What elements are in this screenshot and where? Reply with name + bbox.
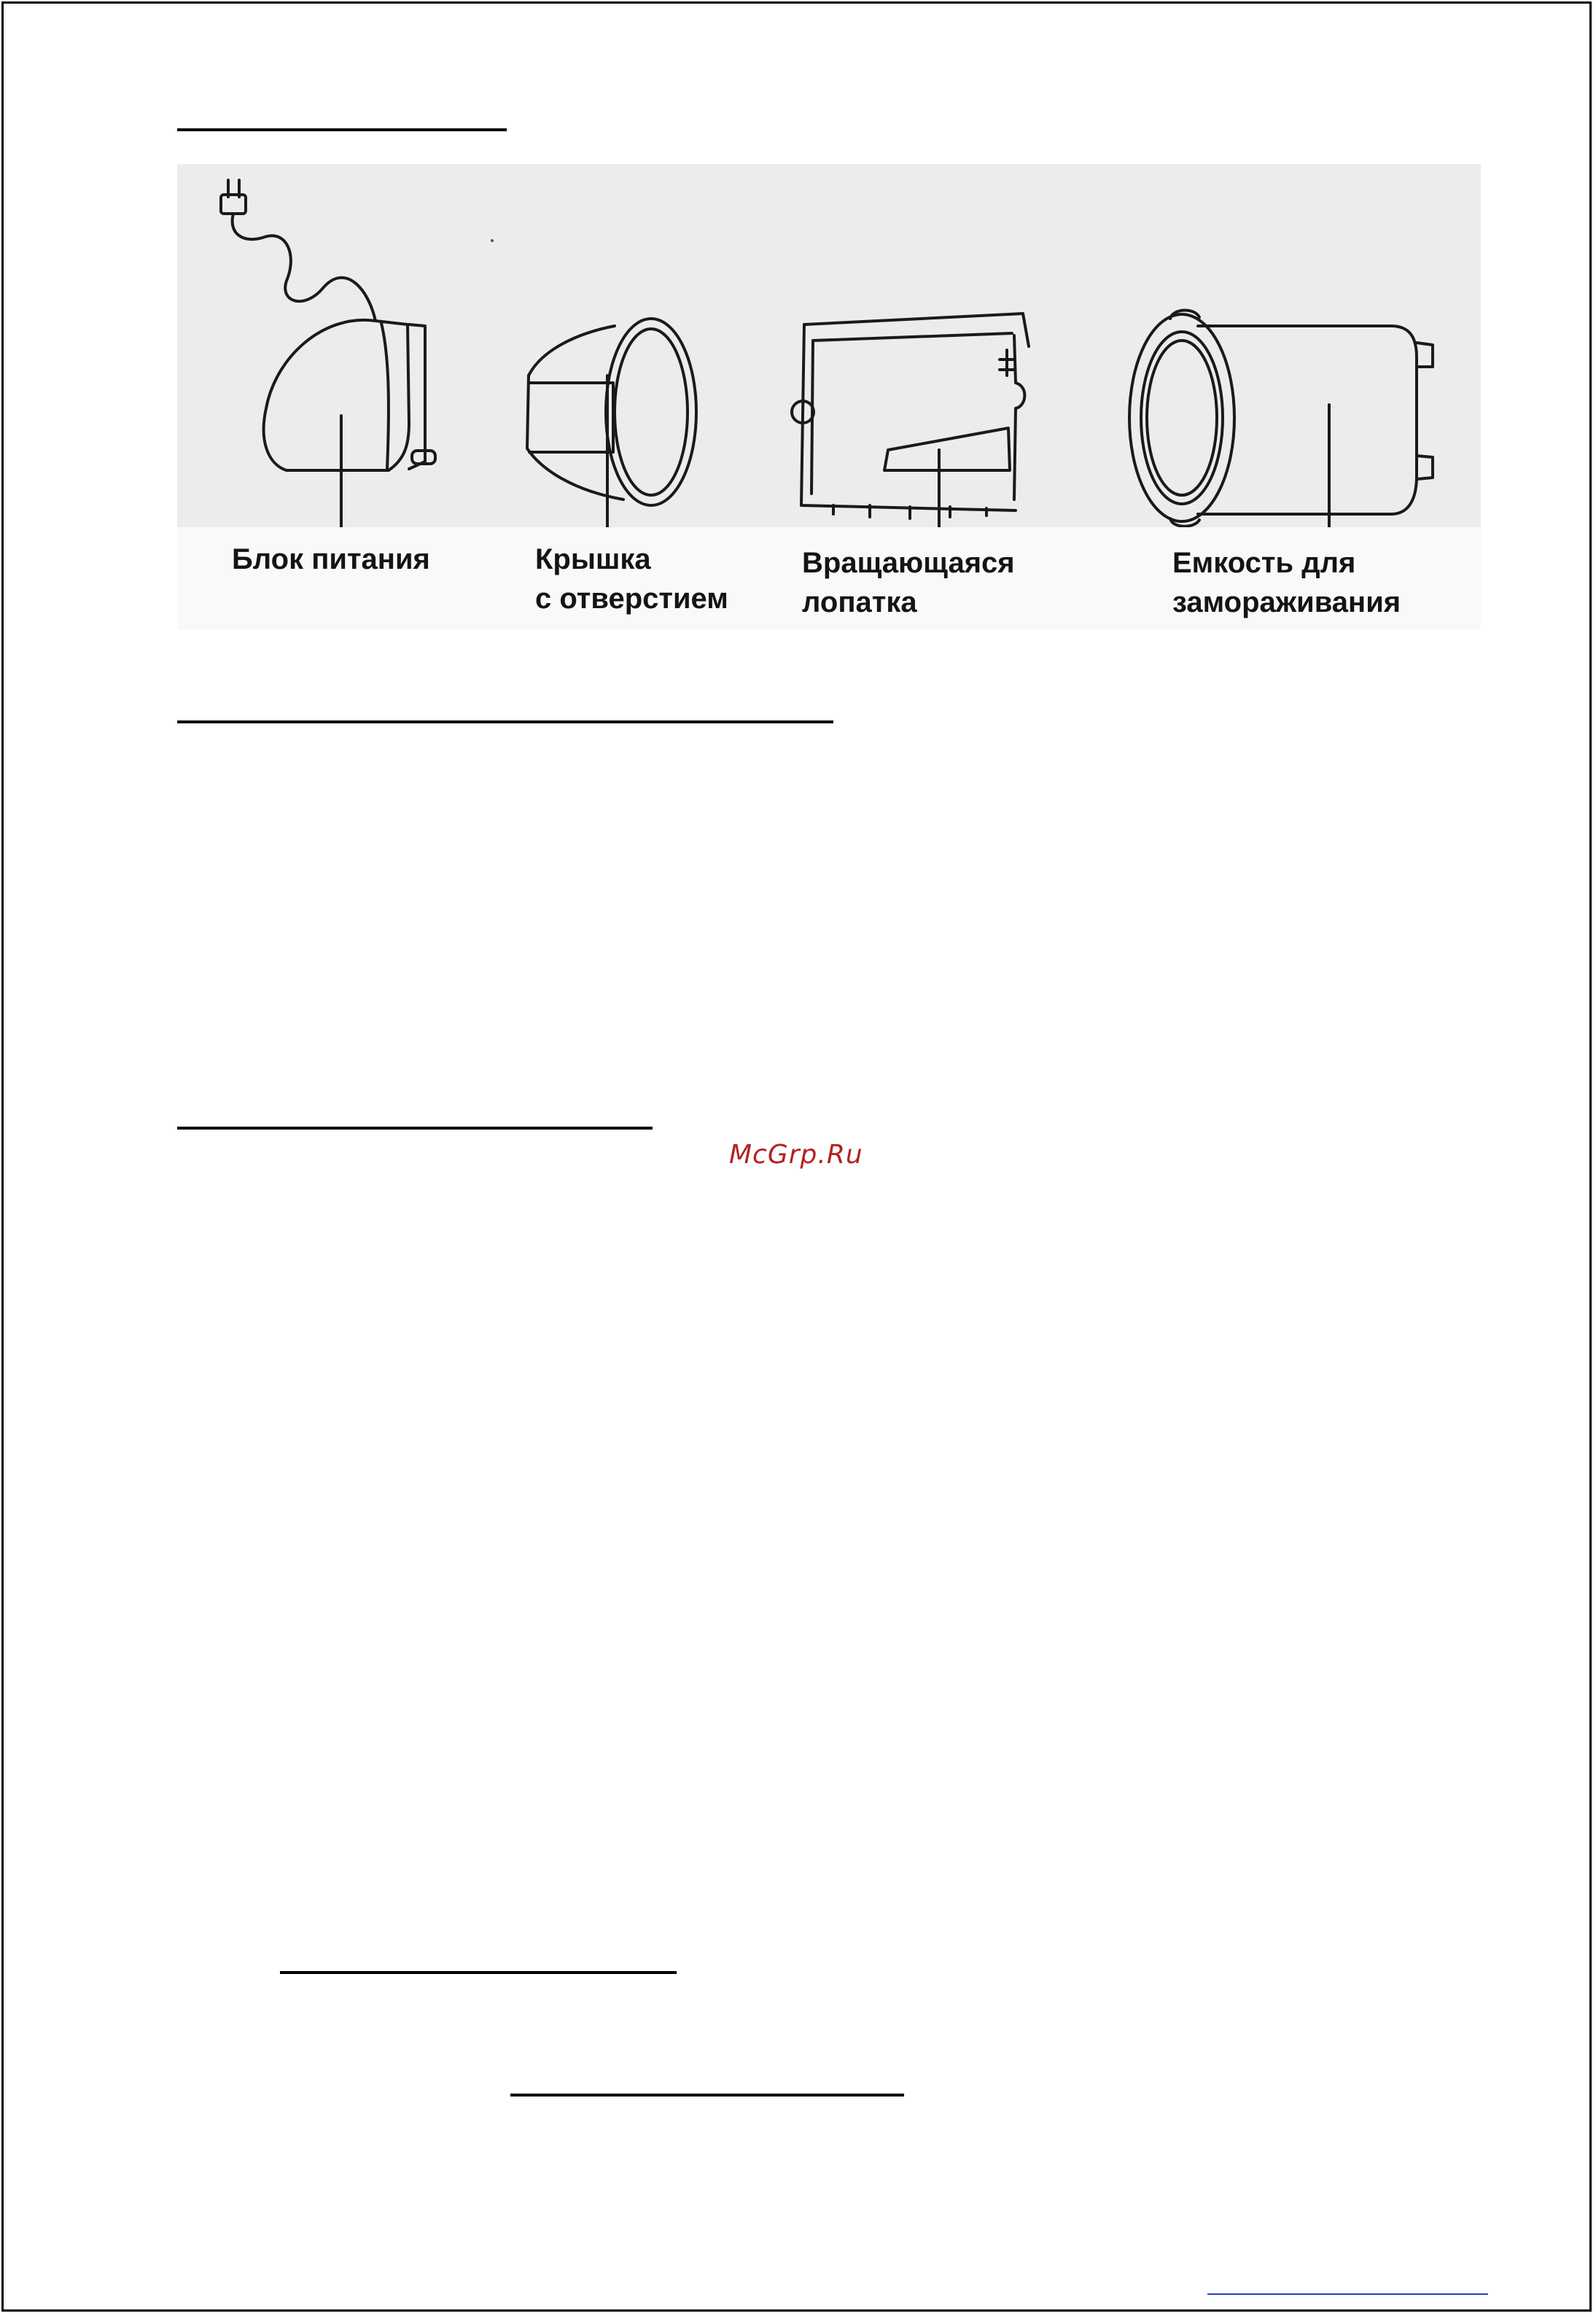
caption-lid [535, 540, 728, 618]
parts-illustration [177, 164, 1481, 527]
freezing-bowl-drawing [1129, 310, 1433, 527]
heading-rule-4 [280, 1971, 677, 1974]
footer-link-underline[interactable] [1207, 2293, 1488, 2295]
caption-lid-line1: Крышка [535, 543, 651, 575]
parts-figure [177, 164, 1481, 527]
paddle-drawing [792, 314, 1029, 527]
caption-paddle-line2: лопатка [802, 586, 917, 618]
caption-paddle-line1: Вращающаяся [802, 547, 1015, 579]
lid-drawing [527, 319, 696, 527]
caption-power-unit [232, 540, 430, 579]
caption-power-unit-line1: Блок питания [232, 543, 430, 575]
caption-lid-line2: с отверстием [535, 583, 728, 615]
caption-freezing-bowl-line1: Емкость для [1172, 547, 1356, 579]
power-unit-drawing [221, 180, 435, 527]
caption-freezing-bowl [1172, 543, 1401, 622]
heading-rule-2 [177, 720, 833, 723]
caption-paddle [802, 543, 1015, 622]
heading-rule-1 [177, 128, 507, 131]
watermark: McGrp.Ru [729, 1140, 863, 1170]
heading-rule-3 [177, 1127, 653, 1130]
caption-freezing-bowl-line2: замораживания [1172, 586, 1401, 618]
heading-rule-5 [510, 2094, 904, 2097]
